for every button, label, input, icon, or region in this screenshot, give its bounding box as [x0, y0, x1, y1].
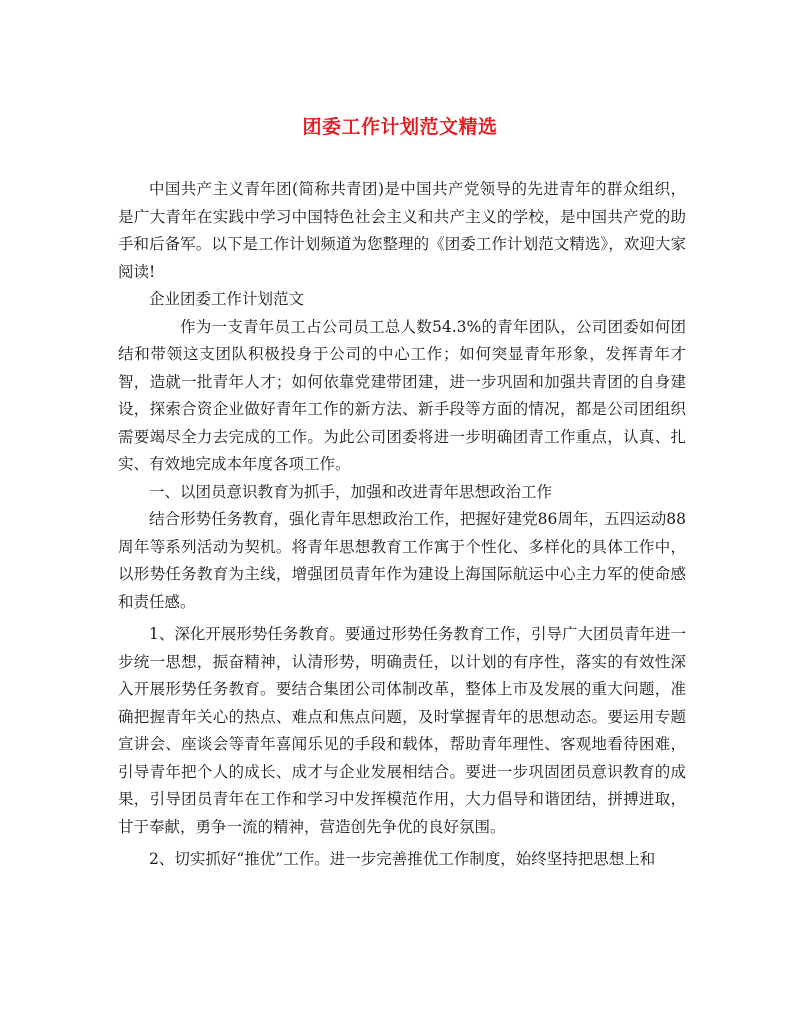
document-title: 团委工作计划范文精选 — [302, 116, 498, 138]
list-item-paragraph: 1、深化开展形势任务教育。要通过形势任务教育工作，引导广大团员青年进一步统一思想，振奋精神，认清形势，明确责任，以计划的有序性，落实的有效性深入开展形势任务教育。要结合集团公司体制改革，整体上市及发展的重大问题，准确把握青年关心的热点、难点和焦点问题，及时掌握青年的思想动态。要运用专题宣讲会、座谈会等青年喜闻乐见的手段和载体，帮助青年理性、客观地看待困难，引导青年把个人的成长、成才与企业发展相结合。要进一步巩固团员意识教育的成果，引导团员青年在工作和学习中发挥模范作用，大力倡导和谐团结，拼搏进取，甘于奉献，勇争一流的精神，营造创先争优的良好氛围。 — [118, 625, 686, 836]
document-body — [118, 176, 686, 874]
body-paragraph: 结合形势任务教育，强化青年思想政治工作，把握好建党86周年，五四运动88周年等系列活动为契机。将青年思想教育工作寓于个性化、多样化的具体工作中，以形势任务教育为主线，增强团员青年作为建设上海国际航运中心主力军的使命感和责任感。 — [118, 510, 686, 611]
subsection-heading: 一、以团员意识教育为抓手，加强和改进青年思想政治工作 — [149, 482, 553, 501]
list-item-paragraph: 2、切实抓好“推优”工作。进一步完善推优工作制度，始终坚持把思想上和 — [149, 850, 656, 868]
intro-paragraph: 中国共产主义青年团(简称共青团)是中国共产党领导的先进青年的群众组织，是广大青年在实践中学习中国特色社会主义和共产主义的学校，是中国共产党的助手和后备军。以下是工作计划频道为您整理的《团委工作计划范文精选》，欢迎大家阅读! — [118, 180, 686, 281]
section-heading: 企业团委工作计划范文 — [149, 290, 305, 308]
body-paragraph: 作为一支青年员工占公司员工总人数54.3%的青年团队，公司团委如何团结和带领这支团队积极投身于公司的中心工作；如何突显青年形象，发挥青年才智，造就一批青年人才；如何依靠党建带团建，进一步巩固和加强共青团的自身建设，探索合资企业做好青年工作的新方法、新手段等方面的情况，都是公司团组织需要竭尽全力去完成的工作。为此公司团委将进一步明确团青工作重点，认真、扎实、有效地完成本年度各项工作。 — [118, 317, 686, 473]
